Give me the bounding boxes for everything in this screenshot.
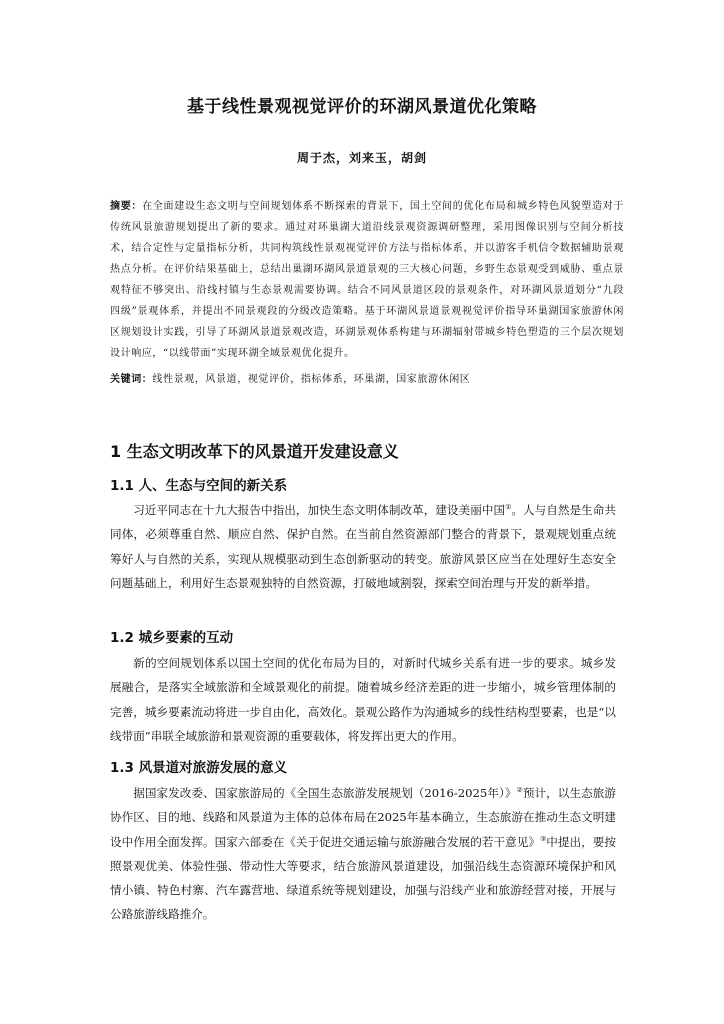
paragraph-text: 据国家发改委、国家旅游局的《全国生态旅游发展规划（2016-2025年）》	[133, 786, 517, 800]
paragraph-text: 预计，以生态旅游协作区、目的地、线路和风景道为主体的总体布局在2025年基本确立，生态旅游在推动生态文明建设中作用全面发挥。国家六部委在《关于促进交通运输与旅游融合发展的若干意见》	[110, 786, 616, 849]
footnote-ref[interactable]: ①	[505, 503, 512, 512]
paragraph-text: 中提出，要按照景观优美、体验性强、带动性大等要求，结合旅游风景道建设，加强沿线生态资源环境保护和风情小镇、特色村寨、汽车露营地、绿道系统等规划建设，加强与沿线产业和旅游经营对接，开展与公路旅游线路推介。	[110, 834, 616, 922]
author-list: 周于杰，刘来玉，胡剑	[296, 151, 427, 165]
section-1-2-heading: 1.2 城乡要素的互动	[110, 630, 234, 646]
footnote-ref[interactable]: ③	[539, 834, 547, 843]
section-1-1-heading: 1.1 人、生态与空间的新关系	[110, 478, 288, 494]
paragraph-text: 。人与自然是生命共同体，必须尊重自然、顺应自然、保护自然。在当前自然资源部门整合的背景下，景观规划重点统筹好人与自然的关系，实现从规模驱动到生态创新驱动的转变。旅游风景区应当在处理好生态安全问题基础上，利用好生态景观独特的自然资源，打破地域割裂，探索空间治理与开发的新举措。	[110, 503, 616, 590]
section-1-heading: 1 生态文明改革下的风景道开发建设意义	[110, 442, 399, 461]
section-1-3-paragraph	[110, 781, 616, 927]
keywords-block	[110, 370, 624, 385]
paragraph-text: 习近平同志在十九大报告中指出，加快生态文明体制改革，建设美丽中国	[133, 503, 506, 517]
footnote-ref[interactable]: ②	[516, 786, 523, 795]
section-1-1-paragraph	[110, 498, 616, 595]
section-1-3-heading: 1.3 风景道对旅游发展的意义	[110, 760, 288, 776]
abstract-label: 摘要：	[110, 201, 143, 212]
abstract-text: 在全面建设生态文明与空间规划体系不断探索的背景下，国土空间的优化布局和城乡特色风貌塑造对于传统风景旅游规划提出了新的要求。通过对环巢湖大道沿线景观资源调研整理，采用图像识别与空间分析技术，结合定性与定量指标分析，共同构筑线性景观视觉评价方法与指标体系，并以游客手机信令数据辅助景观热点分析。在评价结果基础上，总结出巢湖环湖风景道景观的三大核心问题，乡野生态景观受到威胁、重点景观特征不够突出、沿线村镇与生态景观需要协调。结合不同风景道区段的景观条件，对环湖风景道划分“九段四级”景观体系，并提出不同景观段的分级改造策略。基于环湖风景道景观视觉评价指导环巢湖国家旅游休闲区规划设计实践，引导了环湖风景道景观改造，环湖景观体系构建与环湖辐射带城乡特色塑造的三个层次规划设计响应，“以线带面”实现环湖全域景观优化提升。	[110, 201, 624, 359]
section-1-2-paragraph: 新的空间规划体系以国土空间的优化布局为目的，对新时代城乡关系有进一步的要求。城乡发展融合，是落实全域旅游和全域景观化的前提。随着城乡经济差距的进一步缩小，城乡管理体制的完善，城乡要素流动将进一步自由化，高效化。景观公路作为沟通城乡的线性结构型要素，也是“以线带面”串联全域旅游和景观资源的重要载体，将发挥出更大的作用。	[110, 656, 616, 743]
paper-title: 基于线性景观视觉评价的环湖风景道优化策略	[187, 97, 537, 117]
abstract-block	[110, 196, 624, 364]
keywords-label: 关键词：	[110, 374, 153, 385]
keywords-text: 线性景观，风景道，视觉评价，指标体系，环巢湖，国家旅游休闲区	[152, 374, 471, 385]
